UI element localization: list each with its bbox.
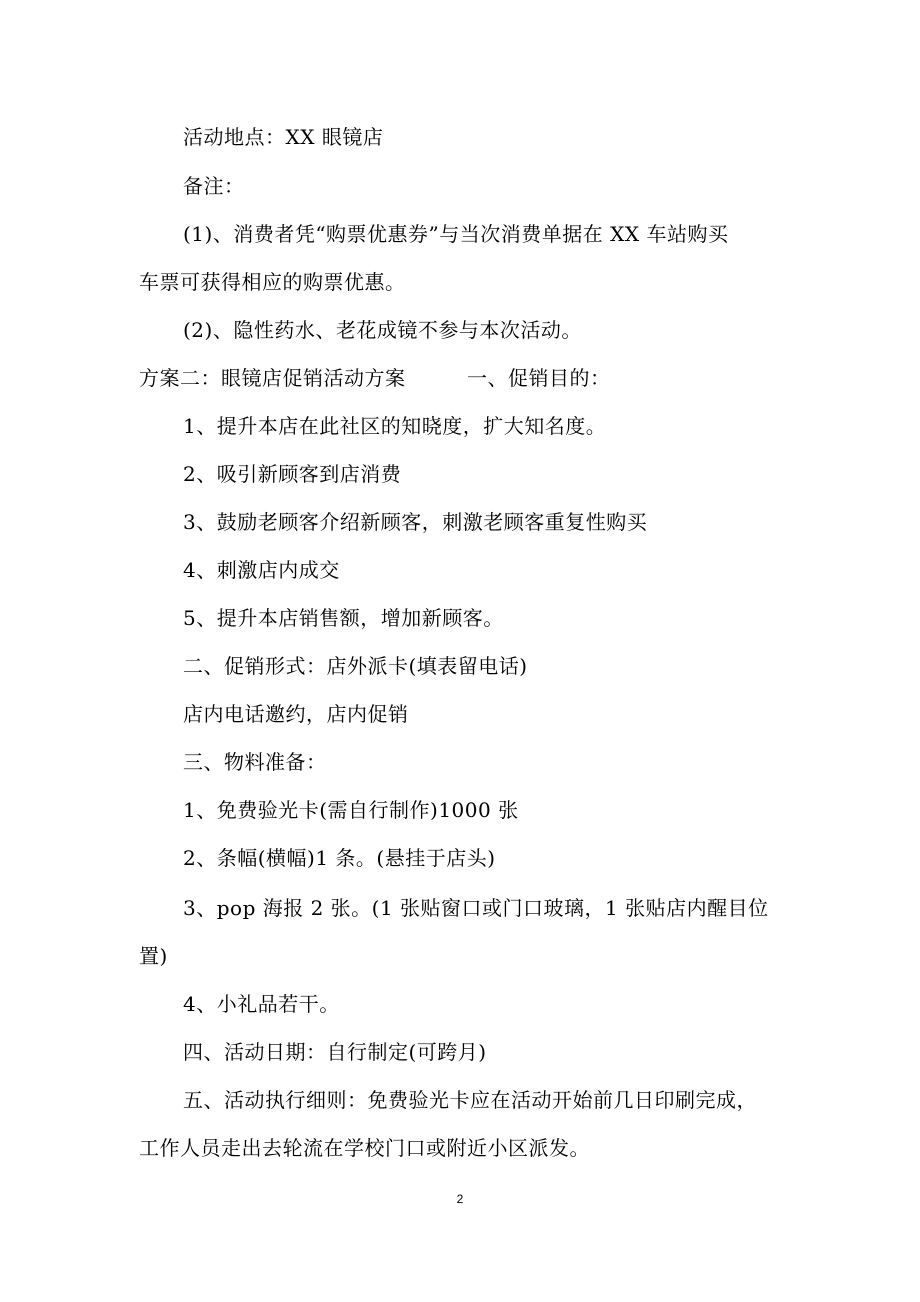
text-line-material-1: 1、免费验光卡(需自行制作)1000 张 xyxy=(183,798,519,822)
text-line-material-2: 2、条幅(横幅)1 条。(悬挂于店头) xyxy=(183,846,496,870)
text-line-materials-heading: 三、物料准备： xyxy=(183,750,327,774)
text-line-remark-2: (2)、隐性药水、老花成镜不参与本次活动。 xyxy=(183,318,582,342)
text-line-remark-1-cont: 车票可获得相应的购票优惠。 xyxy=(139,270,406,294)
text-line-goal-3: 3、鼓励老顾客介绍新顾客，刺激老顾客重复性购买 xyxy=(183,510,648,534)
text-line-goal-4: 4、刺激店内成交 xyxy=(183,558,340,582)
text-line-goal-2: 2、吸引新顾客到店消费 xyxy=(183,462,402,486)
text-line-goal-1: 1、提升本店在此社区的知晓度，扩大知名度。 xyxy=(183,414,607,438)
text-line-activity-date: 四、活动日期：自行制定(可跨月) xyxy=(183,1040,487,1064)
text-line-location: 活动地点：XX 眼镜店 xyxy=(183,125,384,149)
text-line-remarks-heading: 备注： xyxy=(183,174,245,198)
text-line-promo-form: 二、促销形式：店外派卡(填表留电话) xyxy=(183,654,528,678)
text-line-goal-5: 5、提升本店销售额，增加新顾客。 xyxy=(183,606,504,630)
text-line-execution-details: 五、活动执行细则：免费验光卡应在活动开始前几日印刷完成， xyxy=(183,1088,757,1112)
text-line-material-3-cont: 置) xyxy=(139,944,168,968)
text-line-remark-1: (1)、消费者凭“购票优惠券”与当次消费单据在 XX 车站购买 xyxy=(183,222,729,246)
page-number: 2 xyxy=(456,1192,464,1206)
text-line-promo-form-cont: 店内电话邀约，店内促销 xyxy=(183,702,409,726)
text-line-material-3: 3、pop 海报 2 张。(1 张贴窗口或门口玻璃，1 张贴店内醒目位 xyxy=(183,896,769,920)
text-line-execution-details-cont: 工作人员走出去轮流在学校门口或附近小区派发。 xyxy=(139,1136,590,1160)
text-line-material-4: 4、小礼品若干。 xyxy=(183,992,340,1016)
text-line-plan-two-heading: 方案二：眼镜店促销活动方案 一、促销目的： xyxy=(139,366,611,390)
